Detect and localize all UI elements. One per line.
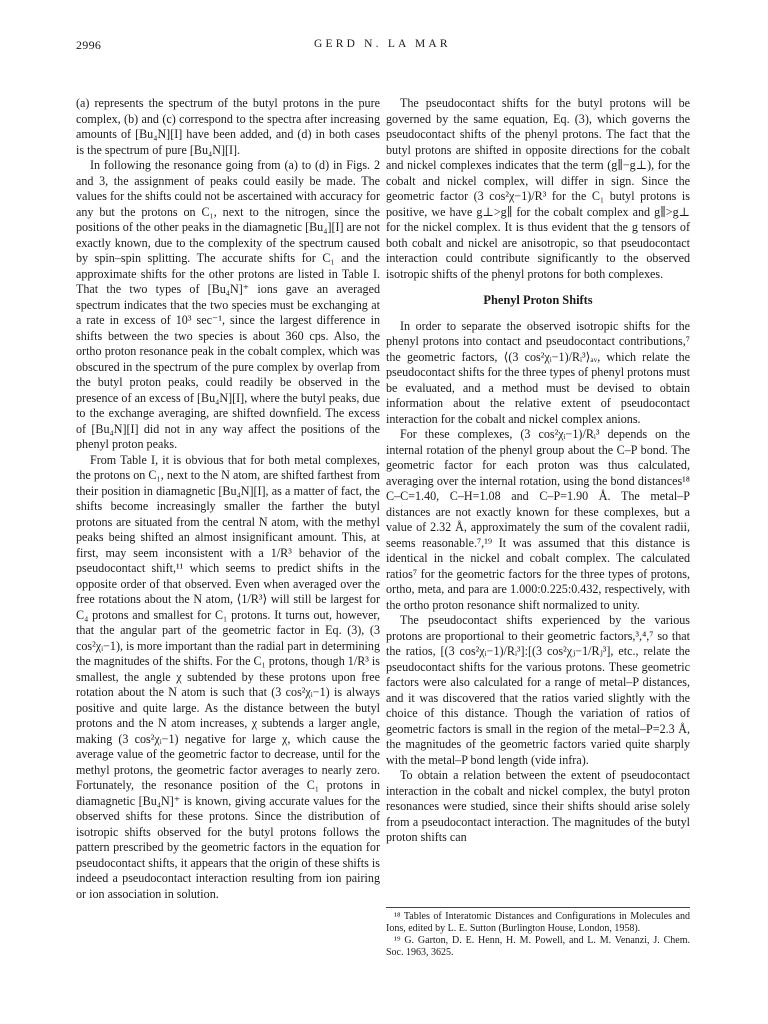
running-head: GERD N. LA MAR bbox=[314, 38, 451, 50]
paragraph: In following the resonance going from (a) to (d) in Figs. 2 and 3, the assignment of peaks could easily be made. The values for the shifts could not be ascertained with accuracy for any but the protons on C₁, next to the nitrogen, since the positions of the other peaks in the diamagnetic [Bu₄][I] are not exactly known, due to the complexity of the spectrum caused by spin–spin splitting. The accurate shifts for C₁ and the approximate shifts for the other protons are listed in Table I. That the two types of [Bu₄N]⁺ ions gave an averaged spectrum indicates that the two species must be exchanging at a rate in excess of 10³ sec⁻¹, since the largest difference in shifts between the two species is about 360 cps. Also, the ortho proton resonance peak in the cobalt complex, which was obscured in the spectrum of the pure complex by overlap from the butyl proton peaks, could readily be observed in the presence of an excess of [Bu₄N][I], where the butyl peaks, due to the exchange averaging, are shifted downfield. The excess of [Bu₄N][I] did not in any way affect the positions of the phenyl proton peaks. bbox=[76, 158, 380, 451]
paragraph: For these complexes, (3 cos²χᵢ−1)/Rᵢ³ depends on the internal rotation of the phenyl group about the C–P bond. The geometric factor for each proton was thus calculated, averaging over the internal rotation, using the bond distances¹⁸ C–C=1.40, C–H=1.08 and C–P=1.90 Å. The metal–P distances are not exactly known for these complexes, but a value of 2.32 Å, approximately the sum of the covalent radii, seems reasonable.⁷,¹⁹ It was assumed that this distance is identical in the nickel and cobalt complex. The calculated ratios⁷ for the geometric factors for the three types of protons, ortho, meta, and para are 1.000:0.225:0.432, respectively, with the ortho proton resonance shift normalized to unity. bbox=[386, 427, 690, 612]
paragraph: (a) represents the spectrum of the butyl protons in the pure complex, (b) and (c) correspond to the spectra after increasing amounts of [Bu₄N][I] have been added, and (d) in both cases is the spectrum of pure [Bu₄N][I]. bbox=[76, 96, 380, 157]
right-column bbox=[386, 96, 690, 846]
page-header bbox=[76, 38, 696, 54]
footnote: ¹⁹ G. Garton, D. E. Henn, H. M. Powell, and L. M. Venanzi, J. Chem. Soc. 1963, 3625. bbox=[386, 935, 690, 958]
section-heading: Phenyl Proton Shifts bbox=[483, 293, 593, 307]
paragraph: From Table I, it is obvious that for both metal complexes, the protons on C₁, next to the N atom, are shifted farthest from their position in diamagnetic [Bu₄N][I], as a matter of fact, the shifts become increasingly smaller the farther the butyl protons are situated from the central N atom, with the methyl peaks being shifted an almost insignificant amount. This, at first, may seem inconsistent with a 1/R³ behavior of the pseudocontact shift,¹¹ which seems to predict shifts in the opposite order of that observed. Even when averaged over the free rotations about the N atom, ⟨1/R³⟩ will still be largest for C₄ protons and smallest for C₁ protons. It turns out, however, that the angular part of the geometric factor in Eq. (3), (3 cos²χᵢ−1), is more important than the radial part in determining the magnitudes of the shifts. For the C₁ protons, though 1/R³ is smallest, the angle χ subtended by these protons upon free rotation about the N atom is such that (3 cos²χᵢ−1) is always positive and quite large. As the distance between the butyl protons and the N atom increases, χ subtends a larger angle, making (3 cos²χᵢ−1) negative for large χ, which cause the average value of the geometric factor to decrease, until for the methyl protons, the geometric factor averages to nearly zero. Fortunately, the resonance position of the C₁ protons in diamagnetic [Bu₄N]⁺ is known, giving accurate values for the observed shifts for these protons. Since the distribution of isotropic shifts observed for the butyl protons follows the pattern prescribed by the geometric factors in the equation for pseudocontact shifts, it appears that the origin of these shifts is indeed a pseudocontact interaction resulting from ion pairing or ion association in solution. bbox=[76, 452, 380, 901]
paragraph: To obtain a relation between the extent of pseudocontact interaction in the cobalt and nickel complex, the butyl proton resonances were studied, since their shifts should arise solely from a pseudocontact interaction. The magnitudes of the butyl proton shifts can bbox=[386, 768, 690, 844]
paragraph: In order to separate the observed isotropic shifts for the phenyl protons into contact and pseudocontact contributions,⁷ the geometric factors, ⟨(3 cos²χᵢ−1)/Rᵢ³⟩ₐᵥ, which relate the pseudocontact shifts for the three types of phenyl protons must be evaluated, and a method must be devised to obtain information about the relative extent of pseudocontact interaction for the cobalt and nickel complex anions. bbox=[386, 318, 690, 426]
footnotes bbox=[386, 907, 690, 959]
page-number: 2996 bbox=[76, 38, 102, 52]
footnote: ¹⁸ Tables of Interatomic Distances and Configurations in Molecules and Ions, edited by L. E. Sutton (Burlington House, London, 1958). bbox=[386, 911, 690, 934]
left-column bbox=[76, 96, 380, 902]
paragraph: The pseudocontact shifts for the butyl protons will be governed by the same equation, Eq. (3), which governs the pseudocontact shifts of the phenyl protons. The fact that the butyl protons are shifted in opposite directions for the cobalt and nickel complexes indicates that the term (g∥−g⊥), for the cobalt and nickel complex, will differ in sign. Since the geometric factor (3 cos²χ−1)/R³ for the C₁ butyl protons is positive, we have g⊥>g∥ for the cobalt complex and g∥>g⊥ for the nickel complex. It is thus evident that the g tensors of both cobalt and nickel are anisotropic, so that pseudocontact interaction could contribute significantly to the observed isotropic shifts of the phenyl protons for both complexes. bbox=[386, 96, 690, 281]
paragraph: The pseudocontact shifts experienced by the various protons are proportional to their geometric factors,³,⁴,⁷ so that the ratios, [(3 cos²χᵢ−1)/Rᵢ³]:[(3 cos²χⱼ−1/Rⱼ³], etc., relate the pseudocontact shifts for the various protons. These geometric factors were also calculated for a range of metal–P distances, and it was discovered that the ratios varied slightly with the choice of this distance. Though the variation of ratios of geometric factors is small in the region of the metal–P=2.3 Å, the magnitudes of the geometric factors varied quite sharply with the metal–P bond length (vide infra). bbox=[386, 613, 690, 767]
